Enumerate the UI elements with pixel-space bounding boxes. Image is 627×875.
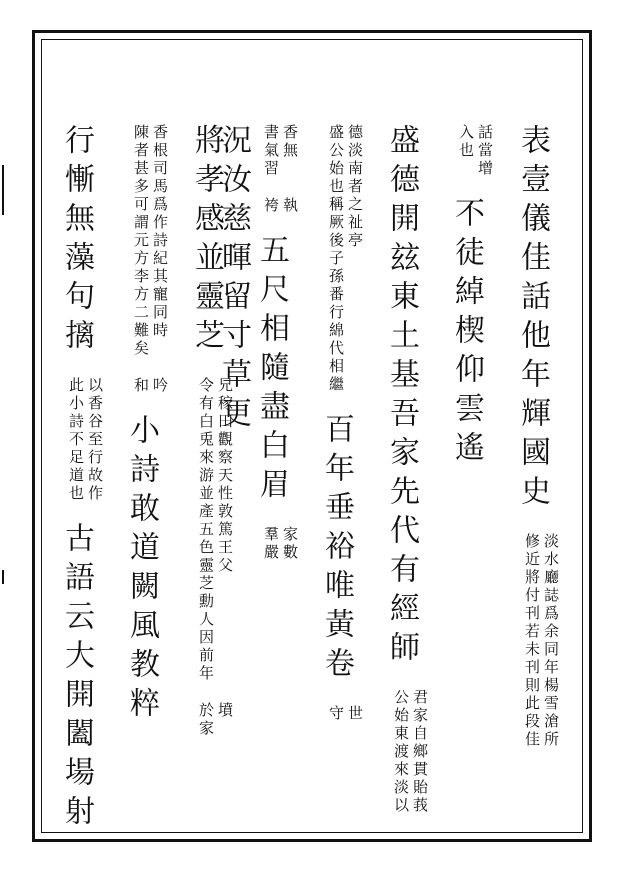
main-text: 行慚無藻句摛 bbox=[59, 124, 94, 358]
annotation-note bbox=[326, 124, 364, 394]
annotation-line: 和 bbox=[132, 377, 150, 395]
main-text: 況汝慈暉留寸草更 bbox=[216, 124, 251, 436]
annotation-line: 兄稼田觀察天性敦篤王父 bbox=[216, 377, 234, 575]
annotation-note bbox=[261, 124, 299, 178]
main-text: 將孝感並靈芝 bbox=[189, 124, 224, 358]
binding-mark-top bbox=[2, 165, 18, 215]
text-column-8 bbox=[59, 124, 104, 834]
main-text: 百年垂裕唯黃卷 bbox=[319, 413, 354, 686]
main-text: 古語云大開闔場射 bbox=[59, 522, 94, 834]
main-text: 小詩敢道闕風教粹 bbox=[124, 414, 159, 726]
annotation-line: 守 bbox=[327, 705, 345, 723]
text-column-4 bbox=[319, 124, 364, 723]
annotation-note bbox=[196, 377, 234, 683]
main-text: 表壹儀佳話他年輝國史 bbox=[515, 124, 550, 514]
text-column-1 bbox=[515, 124, 560, 749]
annotation-line: 以香谷至行故作 bbox=[86, 377, 104, 503]
annotation-line: 於家 bbox=[197, 702, 215, 738]
binding-mark-middle bbox=[2, 570, 18, 584]
text-column-3 bbox=[384, 124, 429, 815]
main-text: 五尺相隨盡白眉 bbox=[254, 234, 289, 507]
main-text: 盛德開玆東土基吾家先代有經師 bbox=[384, 124, 419, 670]
annotation-note bbox=[391, 689, 429, 815]
annotation-line: 淡水廳誌爲余同年楊雪滄所 bbox=[542, 533, 560, 749]
text-column-2 bbox=[449, 124, 494, 470]
annotation-line: 話當增 bbox=[476, 124, 494, 178]
annotation-line: 入也 bbox=[457, 124, 475, 160]
annotation-note bbox=[66, 377, 104, 503]
annotation-line: 吟 bbox=[151, 377, 169, 395]
annotation-line: 家數 bbox=[281, 526, 299, 562]
annotation-line: 陳者甚多可謂元方李方二難矣 bbox=[132, 124, 150, 358]
annotation-note bbox=[456, 124, 494, 178]
annotation-line: 德淡南者之祉亭 bbox=[346, 124, 364, 250]
main-text: 不徒綽楔仰雲遙 bbox=[449, 197, 484, 470]
annotation-line: 墳 bbox=[216, 702, 234, 720]
page-border bbox=[32, 30, 592, 842]
text-column-7 bbox=[124, 124, 169, 726]
annotation-line: 此小詩不足道也 bbox=[67, 377, 85, 503]
annotation-note bbox=[261, 526, 299, 562]
annotation-line: 書氣習 bbox=[262, 124, 280, 178]
annotation-line: 令有白兎來游並產五色靈芝勳人因前年 bbox=[197, 377, 215, 683]
annotation-line: 君家自鄉貫貽莪 bbox=[411, 689, 429, 815]
annotation-note bbox=[131, 124, 169, 358]
annotation-line: 修近將付刊若未刊則此段佳 bbox=[523, 533, 541, 749]
annotation-line: 執 bbox=[281, 197, 299, 215]
annotation-note bbox=[326, 705, 364, 723]
annotation-line: 羣嚴 bbox=[262, 526, 280, 562]
annotation-line: 袴 bbox=[262, 197, 280, 215]
annotation-line: 世 bbox=[346, 705, 364, 723]
annotation-line: 公始東渡來淡以 bbox=[392, 689, 410, 815]
annotation-note bbox=[196, 702, 234, 738]
annotation-line: 香根司馬爲作詩紀其寵同時 bbox=[151, 124, 169, 340]
annotation-note bbox=[131, 377, 169, 395]
annotation-note bbox=[522, 533, 560, 749]
text-column-6 bbox=[189, 124, 234, 738]
annotation-line: 盛公始也稱厥後子孫番行綿代相繼 bbox=[327, 124, 345, 394]
annotation-note bbox=[261, 197, 299, 215]
annotation-line: 香無 bbox=[281, 124, 299, 160]
